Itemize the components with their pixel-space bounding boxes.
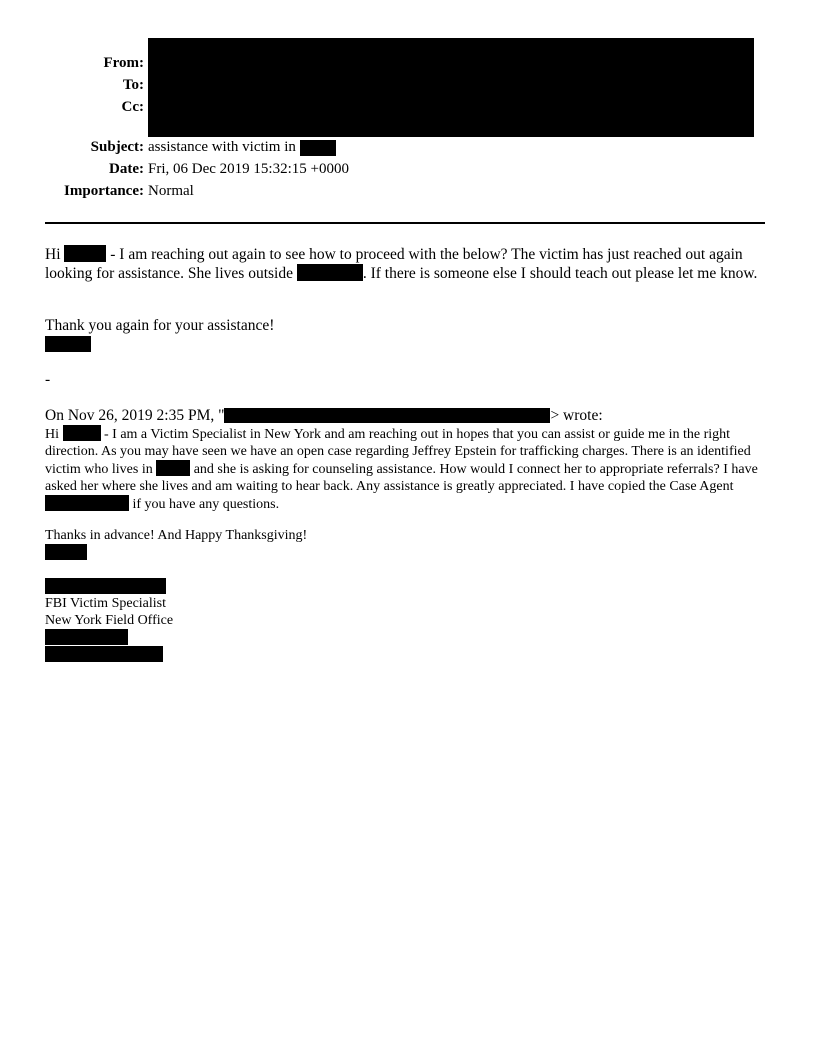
quoted-intro — [45, 407, 767, 425]
subject-value — [148, 138, 336, 156]
quoted-text-3: if you have any questions. — [132, 497, 280, 512]
redaction-case-agent — [45, 495, 129, 511]
quoted-intro-end: > wrote: — [550, 407, 603, 424]
to-label: To: — [122, 77, 144, 93]
redaction-signature-line-2 — [45, 646, 163, 662]
message-thanks: Thank you again for your assistance! — [45, 317, 275, 334]
header-divider — [45, 222, 765, 224]
redaction-recipient-name — [64, 245, 106, 262]
redaction-quoted-sender — [224, 408, 550, 423]
redaction-sender-name — [45, 336, 91, 352]
redaction-header-recipients — [148, 38, 754, 137]
redaction-subject — [300, 140, 336, 156]
message-paragraph — [45, 245, 767, 283]
redaction-victim-location — [156, 460, 190, 476]
signature-title: FBI Victim Specialist — [45, 596, 167, 611]
signature-office: New York Field Office — [45, 613, 174, 628]
redaction-signature-line-1 — [45, 629, 128, 645]
importance-label: Importance: — [64, 183, 144, 199]
quoted-paragraph — [45, 425, 767, 513]
message-text-2: . If there is someone else I should teach out please let me know. — [362, 265, 758, 282]
message-dash: - — [45, 371, 51, 388]
subject-text: assistance with victim in — [148, 139, 296, 155]
from-label: From: — [103, 55, 144, 71]
message-text-1: - I am reaching out again to see how to proceed with the below? The victim has just reached out again looking for assistance. She lives outside — [45, 246, 743, 282]
quoted-text-2: and she is asking for counseling assistance. How would I connect her to appropriate referrals? I have asked her where she lives and am waiting to hear back. Any assistance is greatly appreciated. I have copied the Case Agent — [45, 462, 758, 494]
cc-label: Cc: — [121, 99, 144, 115]
redaction-location — [297, 264, 363, 281]
quoted-text-1: - I am a Victim Specialist in New York and am reaching out in hopes that you can assist or guide me in the right direction. As you may have seen we have an open case regarding Jeffrey Epstein for trafficking charges. There is an identified victim who lives in — [45, 427, 751, 477]
quoted-thanks: Thanks in advance! And Happy Thanksgiving! — [45, 528, 308, 543]
redaction-signature-name — [45, 578, 166, 594]
quoted-intro-start: On Nov 26, 2019 2:35 PM, " — [45, 407, 225, 424]
importance-value: Normal — [148, 183, 194, 199]
quoted-greeting: Hi — [45, 427, 59, 442]
redaction-quoted-recipient — [63, 425, 101, 441]
redaction-quoted-signoff — [45, 544, 87, 560]
subject-label: Subject: — [90, 139, 144, 155]
date-value: Fri, 06 Dec 2019 15:32:15 +0000 — [148, 161, 349, 177]
date-label: Date: — [109, 161, 144, 177]
message-greeting: Hi — [45, 246, 61, 263]
